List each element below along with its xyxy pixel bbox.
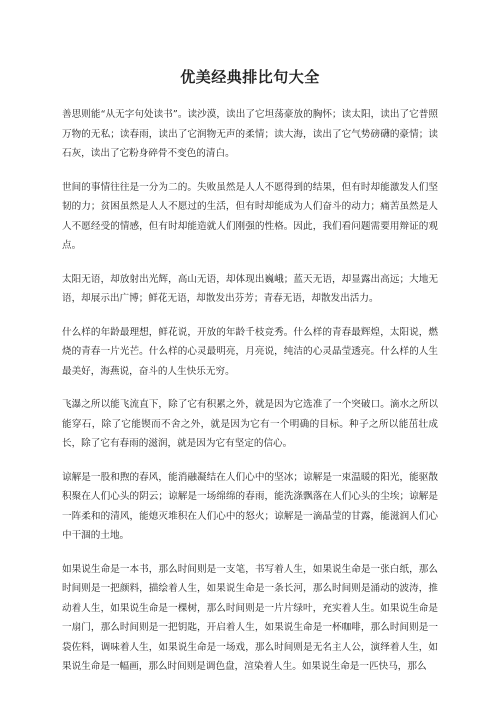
paragraph-2: 世间的事情往往是一分为二的。失败虽然是人人不愿得到的结果，但有时却能激发人们坚韧的力；贫困虽然是人人不愿过的生活，但有时却能成为人们奋斗的动力；痛苦虽然是人人不愿经受的情感，但有时却能造就人们刚强的性格。因此，我们看问题需要用辩证的观点。 <box>62 181 438 251</box>
paragraph-3: 太阳无语，却放射出光辉，高山无语，却体现出巍峨；蓝天无语，却显露出高远；大地无语，却展示出广博；鲜花无语，却散发出芬芳；青春无语，却散发出活力。 <box>62 273 438 304</box>
paragraph-5: 飞瀑之所以能飞流直下，除了它有积累之外，就是因为它选准了一个突破口。滴水之所以能穿石，除了它能锲而不舍之外，就是因为它有一个明确的目标。种子之所以能茁壮成长，除了它有春雨的滋润，就是因为它有坚定的信心。 <box>62 399 438 449</box>
paragraph-7: 如果说生命是一本书，那么时间则是一支笔，书写着人生，如果说生命是一张白纸，那么时间则是一把颜料，描绘着人生，如果说生命是一条长河，那么时间则是涌动的波涛，推动着人生，如果说生命是一棵树，那么时间则是一片片绿叶，充实着人生。如果说生命是一扇门，那么时间则是一把钥匙，开启着人生，如果说生命是一杯咖啡，那么时间则是一袋佐料，调味着人生，如果说生命是一场戏，那么时间则是无名主人公，演绎着人生，如果说生命是一幅画，那么时间则是调色盘，渲染着人生。如果说生命是一匹快马，那么 <box>62 563 438 672</box>
paragraph-6: 谅解是一股和煦的春风，能消融凝结在人们心中的坚冰；谅解是一束温暖的阳光，能驱散积聚在人们心头的阴云；谅解是一场绵绵的春雨，能洗涤飘落在人们心头的尘埃；谅解是一阵柔和的清风，能熄灭堆积在人们心中的怒火；谅解是一滴晶莹的甘露，能滋润人们心中干涸的土地。 <box>62 471 438 541</box>
paragraph-1: 善思则能“从无字句处读书”。读沙漠，读出了它坦荡豪放的胸怀；读太阳，读出了它普照万物的无私；读春雨，读出了它润物无声的柔情；读大海，读出了它气势磅礴的豪情；读石灰，读出了它粉身碎骨不变色的清白。 <box>62 109 438 159</box>
paragraph-4: 什么样的年龄最理想，鲜花说，开放的年龄千枝竞秀。什么样的青春最辉煌，太阳说，燃烧的青春一片光芒。什么样的心灵最明亮，月亮说，纯洁的心灵晶莹透亮。什么样的人生最美好，海燕说，奋斗的人生快乐无穷。 <box>62 326 438 377</box>
document-title: 优美经典排比句大全 <box>180 68 320 86</box>
